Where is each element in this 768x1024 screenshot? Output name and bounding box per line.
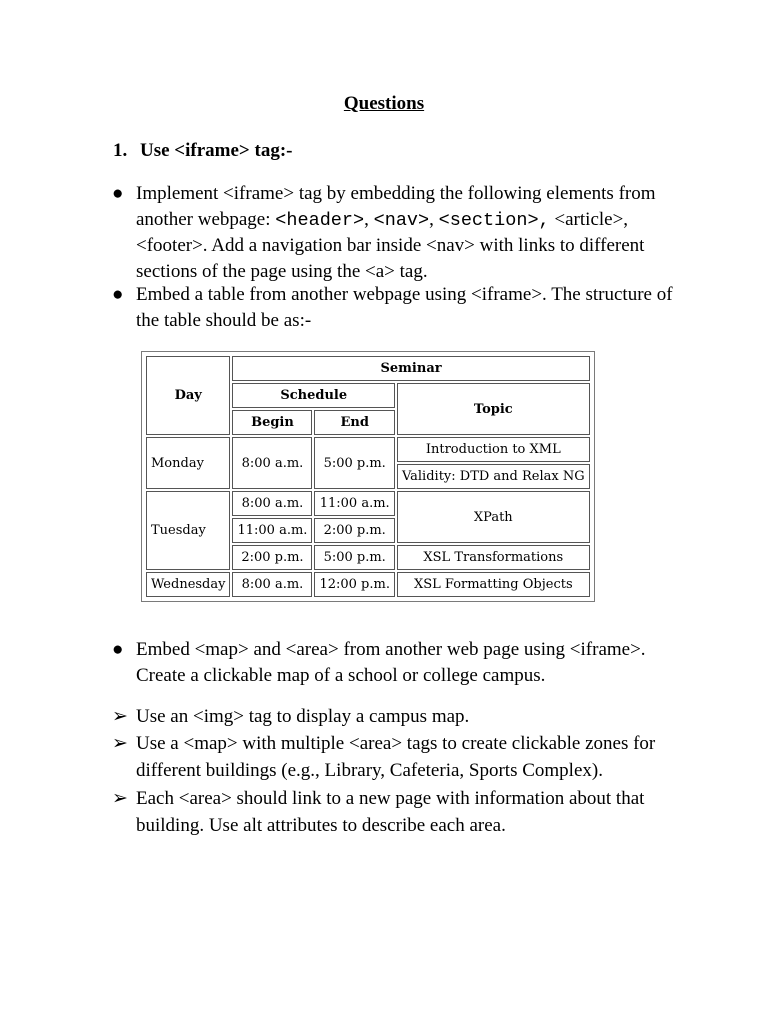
cell-topic: XSL Transformations <box>397 545 590 570</box>
cell-day: Tuesday <box>146 491 230 570</box>
seminar-table <box>141 351 595 602</box>
arrow-item-2 <box>112 731 692 784</box>
cell-day: Wednesday <box>146 572 230 597</box>
bullet-item-3 <box>112 637 692 688</box>
table-header-end: End <box>314 410 395 435</box>
table-header-day: Day <box>146 356 230 435</box>
cell-day: Monday <box>146 437 230 489</box>
section-label: Use <iframe> tag:- <box>140 140 293 161</box>
cell-begin: 8:00 a.m. <box>232 491 312 516</box>
table-header-seminar: Seminar <box>232 356 589 381</box>
bullet-icon: ● <box>112 284 124 305</box>
cell-topic: Validity: DTD and Relax NG <box>397 464 590 489</box>
section-number: 1. <box>113 140 128 161</box>
cell-begin: 8:00 a.m. <box>232 437 312 489</box>
arrow-bullet-icon: ➢ <box>112 706 128 727</box>
page-title: Questions <box>343 93 425 114</box>
cell-end: 2:00 p.m. <box>314 518 395 543</box>
bullet-text: Embed <map> and <area> from another web page using <iframe>. Create a clickable map of a school or college campus. <box>136 639 646 686</box>
arrow-item-3 <box>112 786 692 839</box>
bullet-item-1 <box>112 181 692 284</box>
cell-end: 5:00 p.m. <box>314 437 395 489</box>
cell-begin: 11:00 a.m. <box>232 518 312 543</box>
bullet-icon: ● <box>112 639 124 660</box>
table-row <box>146 437 590 462</box>
arrow-bullet-icon: ➢ <box>112 733 128 754</box>
cell-end: 5:00 p.m. <box>314 545 395 570</box>
table-row <box>146 572 590 597</box>
arrow-bullet-icon: ➢ <box>112 788 128 809</box>
cell-topic: XSL Formatting Objects <box>397 572 590 597</box>
arrow-text: Use an <img> tag to display a campus map. <box>136 706 470 727</box>
section-heading <box>113 140 292 162</box>
cell-end: 12:00 p.m. <box>314 572 395 597</box>
cell-begin: 2:00 p.m. <box>232 545 312 570</box>
arrow-text: Each <area> should link to a new page with information about that building. Use alt attributes to describe each area. <box>136 788 645 836</box>
table-header-begin: Begin <box>232 410 312 435</box>
bullet-text: Embed a table from another webpage using <iframe>. The structure of the table should be as:- <box>136 284 673 331</box>
table-header-schedule: Schedule <box>232 383 394 408</box>
cell-begin: 8:00 a.m. <box>232 572 312 597</box>
arrow-item-1 <box>112 704 692 731</box>
arrow-text: Use a <map> with multiple <area> tags to create clickable zones for different buildings (e.g., Library, Cafeteria, Sports Complex). <box>136 733 656 781</box>
bullet-text: Implement <iframe> tag by embedding the following elements from another webpage: <header>, <nav>, <section>, <article>, <footer>. Add a navigation bar inside <nav> with links to different sections of the page using the <a> tag. <box>136 183 656 282</box>
cell-topic: XPath <box>397 491 590 543</box>
bullet-icon: ● <box>112 183 124 204</box>
bullet-item-2 <box>112 282 692 333</box>
table-header-topic: Topic <box>397 383 590 435</box>
table-row <box>146 491 590 516</box>
cell-topic: Introduction to XML <box>397 437 590 462</box>
cell-end: 11:00 a.m. <box>314 491 395 516</box>
